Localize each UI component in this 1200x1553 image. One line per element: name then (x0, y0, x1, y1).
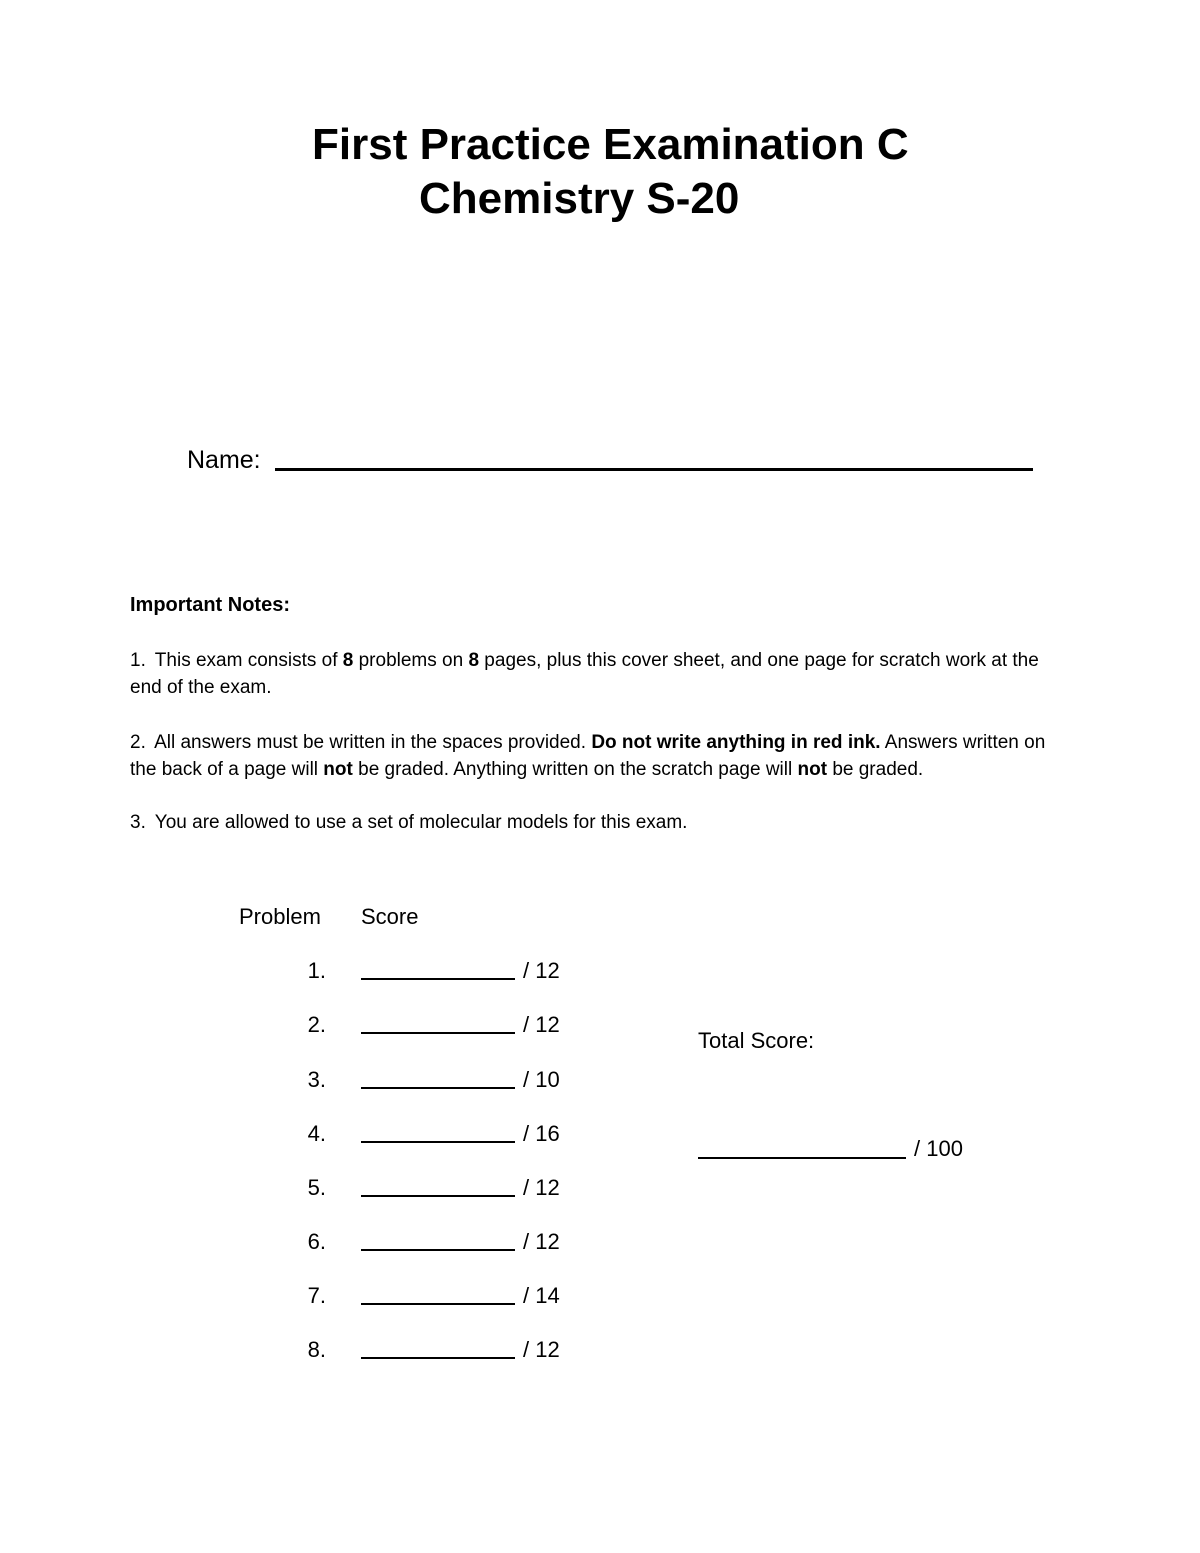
total-max-points: / 100 (914, 1136, 963, 1161)
note-emphasis: not (797, 759, 828, 780)
exam-title: First Practice Examination C (312, 120, 909, 169)
max-points: / 12 (523, 1337, 560, 1362)
note-text: problems on (353, 650, 469, 671)
note-number: 1. (130, 650, 146, 671)
score-row (0, 956, 700, 986)
note-number: 3. (130, 812, 146, 833)
max-points: / 12 (523, 1012, 560, 1037)
score-row (0, 1119, 700, 1149)
score-row (0, 1281, 700, 1311)
score-row (0, 1173, 700, 1203)
problem-number: 3. (307, 1067, 326, 1092)
problem-number: 6. (307, 1229, 326, 1254)
name-label: Name: (187, 446, 261, 474)
score-row (0, 1065, 700, 1095)
note-text: be graded. Anything written on the scratch page will (352, 759, 798, 780)
problem-number: 5. (307, 1175, 326, 1200)
score-blank[interactable] (361, 1303, 515, 1305)
score-blank[interactable] (361, 1357, 515, 1359)
score-blank[interactable] (361, 1087, 515, 1089)
score-row (0, 1335, 700, 1365)
note-text: be graded. (827, 759, 924, 780)
note-2 (130, 729, 1070, 783)
score-row (0, 1227, 700, 1257)
problem-number: 4. (307, 1121, 326, 1146)
total-score-blank[interactable] (698, 1157, 906, 1159)
problem-number: 7. (307, 1283, 326, 1308)
note-text: Answers written on the back of a page will (130, 732, 1046, 780)
max-points: / 14 (523, 1283, 560, 1308)
score-blank[interactable] (361, 1141, 515, 1143)
note-text: You are allowed to use a set of molecular models for this exam. (154, 812, 688, 833)
note-emphasis: not (323, 759, 353, 780)
note-text: pages, plus this cover sheet, and one page for scratch work at the end of the exam. (130, 650, 1039, 698)
max-points: / 16 (523, 1121, 560, 1146)
problem-number: 1. (307, 958, 326, 983)
problem-number: 2. (307, 1012, 326, 1037)
max-points: / 12 (523, 1229, 560, 1254)
note-emphasis: 8 (468, 650, 480, 671)
note-1 (130, 647, 1070, 701)
score-blank[interactable] (361, 978, 515, 980)
score-blank[interactable] (361, 1195, 515, 1197)
note-text: All answers must be written in the spaces provided. (154, 732, 592, 753)
note-number: 2. (130, 732, 146, 753)
max-points: / 12 (523, 1175, 560, 1200)
notes-heading: Important Notes: (130, 594, 290, 616)
problem-number: 8. (307, 1337, 326, 1362)
total-score-label: Total Score: (698, 1028, 815, 1053)
max-points: / 10 (523, 1067, 560, 1092)
score-row (0, 1010, 700, 1040)
score-column-header: Score (361, 904, 419, 929)
note-emphasis: 8 (342, 650, 354, 671)
max-points: / 12 (523, 958, 560, 983)
problem-column-header: Problem (239, 904, 321, 929)
name-field-line[interactable] (275, 468, 1033, 471)
note-3 (130, 809, 1070, 836)
course-title: Chemistry S-20 (419, 174, 740, 223)
score-blank[interactable] (361, 1249, 515, 1251)
note-emphasis: Do not write anything in red ink. (591, 732, 881, 753)
score-blank[interactable] (361, 1032, 515, 1034)
note-text: This exam consists of (154, 650, 343, 671)
